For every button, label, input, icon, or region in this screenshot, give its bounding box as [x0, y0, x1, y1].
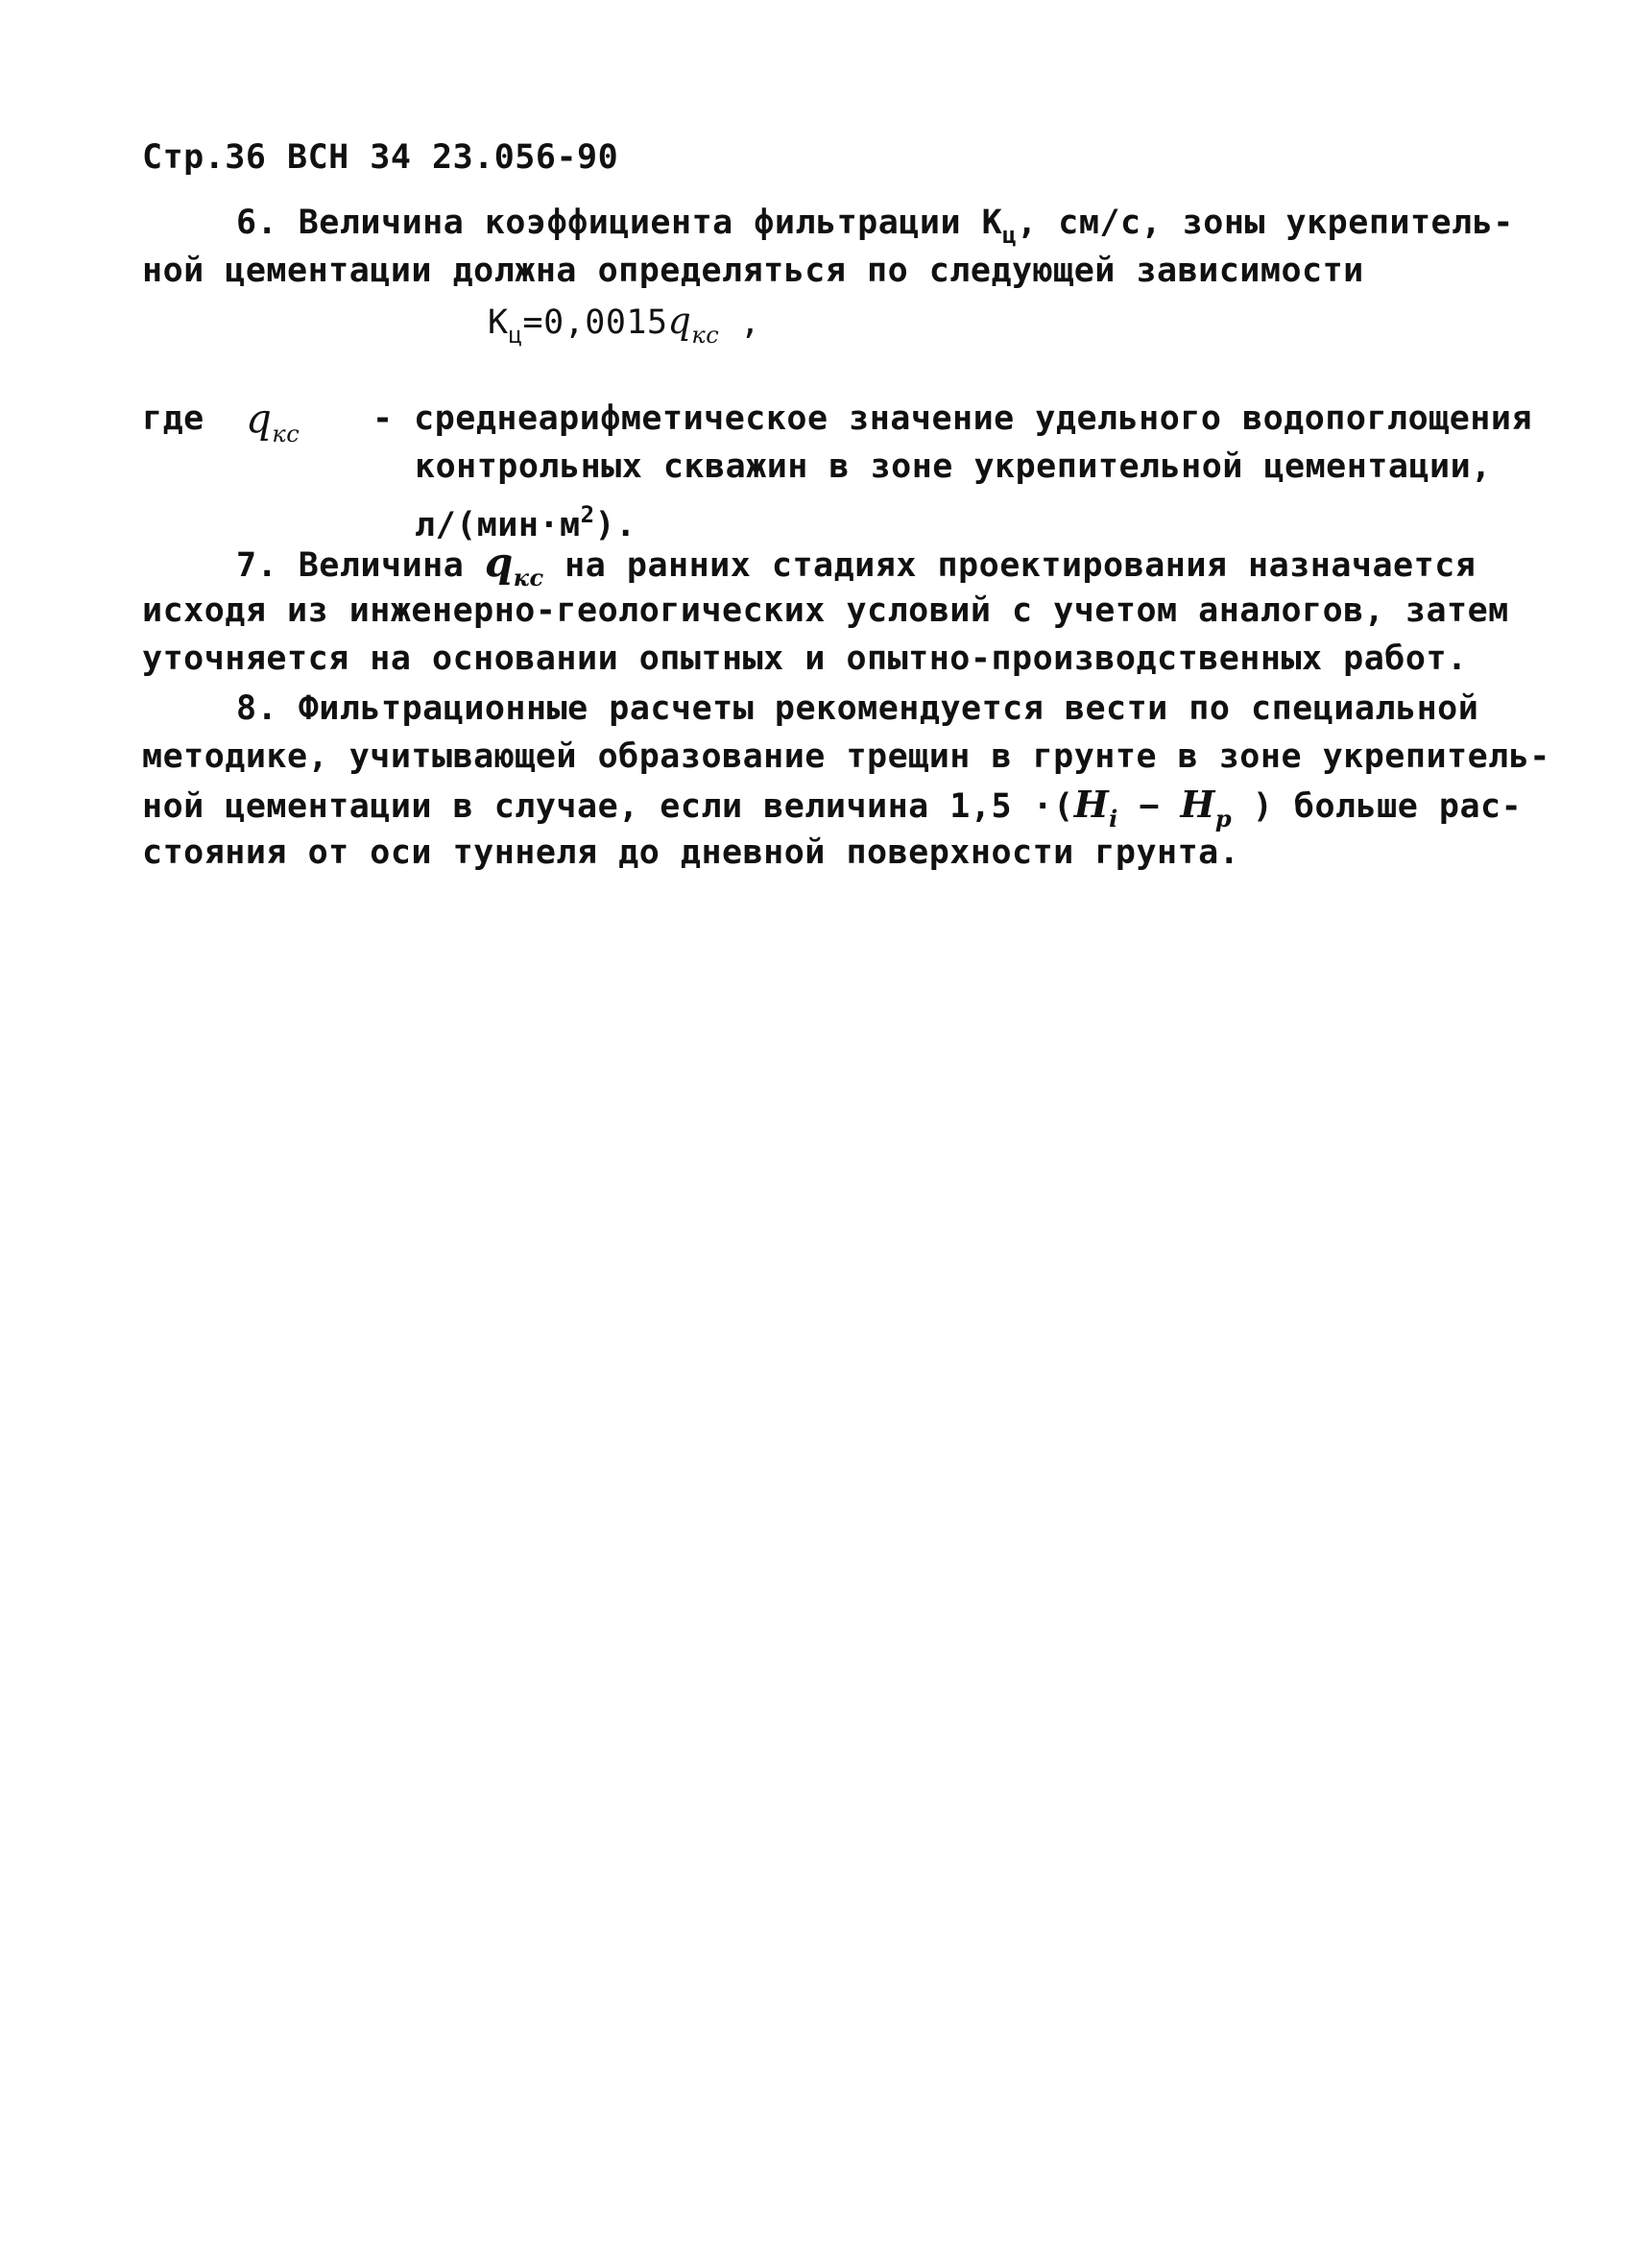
where-symbol: $q_{кс}$: [246, 395, 300, 447]
paragraph-8-line-3: ной цементации в случае, если величина $1,5 \cdot(H_i - H_р$ ) больше рас-: [142, 783, 1523, 832]
where-label: где: [142, 399, 204, 438]
formula-k: $К_ц=0,0015q_{кс}$ ,: [488, 300, 761, 349]
paragraph-8-line-4: стояния от оси туннеля до дневной поверхности грунта.: [142, 833, 1240, 872]
paragraph-6-line-2: ной цементации должна определяться по следующей зависимости: [142, 252, 1364, 290]
definition-line-2: контрольных скважин в зоне укрепительной цементации,: [415, 447, 1492, 486]
page-header: [142, 134, 618, 181]
paragraph-7-line-2: исходя из инженерно-геологических условий с учетом аналогов, затем: [142, 591, 1509, 630]
paragraph-7-line-1: 7. Величина $q_{кс}$ на ранних стадиях проектирования назначается: [236, 539, 1477, 591]
paragraph-6-line-1: 6. Величина коэффициента фильтрации $К_ц$, см/с, зоны укрепитель-: [236, 204, 1514, 249]
paragraph-8-line-1: 8. Фильтрационные расчеты рекомендуется вести по специальной: [236, 689, 1479, 728]
paragraph-8-line-2: методике, учитывающей образование трещин в грунте в зоне укрепитель-: [142, 737, 1550, 776]
definition-unit: $л/(мин\cdot м^2)$.: [415, 501, 636, 544]
definition-line-1: - среднеарифметическое значение удельного водопоглощения: [372, 399, 1533, 438]
page-number: Стр.36: [142, 138, 267, 177]
document-code: ВСН 34 23.056-90: [287, 138, 619, 177]
paragraph-7-line-3: уточняется на основании опытных и опытно-производственных работ.: [142, 639, 1468, 678]
